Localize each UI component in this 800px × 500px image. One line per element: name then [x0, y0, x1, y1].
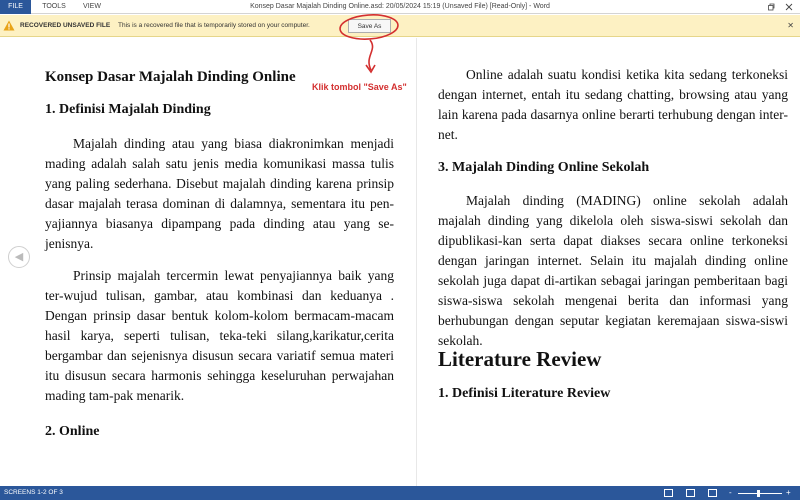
paragraph: Majalah dinding (MADING) online sekolah adalah majalah dinding yang dikelola oleh siswa-siswi sekolah dan dipublikasi-kan serta dapat diakses secara online terkoneksi dengan jaringan internet. Selain itu majalah dinding online sekolah juga dapat di-artikan sebagai jaringan pemberitaan bagi siswa-siswa sekolah mengenai berita dan informasi yang berhubungan dengan seputar kegiatan keremajaan siswa-siswi sekolah.: [438, 193, 788, 348]
heading-definisi-majalah: 1. Definisi Majalah Dinding: [45, 102, 211, 117]
page-left: [30, 38, 414, 486]
close-icon[interactable]: [782, 0, 796, 14]
tab-tools[interactable]: TOOLS: [42, 3, 66, 10]
heading-literature-review: Literature Review: [438, 347, 602, 371]
warning-icon: [3, 20, 15, 31]
web-layout-icon[interactable]: [708, 489, 717, 497]
paragraph: Prinsip majalah tercermin lewat penyajiannya baik yang ter-wujud tulisan, gambar, atau kombinasi dan keduanya . Dengan prinsip dasar bentuk kolom-kolom bermacam-macam hasil karya, seperti tulisan, teka-teki silang,karikatur,cerita bergambar dan sejenisnya disusun secara variatif semua materi itu disusun secara harmonis sehingga keseluruhan perwajahan mading tam-pak menarik.: [45, 268, 394, 403]
zoom-slider[interactable]: [738, 493, 782, 494]
page-divider: [416, 38, 417, 486]
print-layout-icon[interactable]: [686, 489, 695, 497]
annotation-text: Klik tombol "Save As": [312, 82, 407, 92]
message-text: This is a recovered file that is temporarily stored on your computer.: [118, 22, 310, 29]
paragraph: Online adalah suatu kondisi ketika kita sedang terkoneksi dengan internet, entah itu sedang chatting, browsing atau yang lain karena pada dasarnya online berarti terhubung dengan inter-net.: [438, 67, 788, 142]
tab-view[interactable]: VIEW: [83, 3, 101, 10]
zoom-in-button[interactable]: +: [786, 488, 791, 497]
message-close-icon[interactable]: ✕: [787, 21, 794, 30]
paragraph: Majalah dinding atau yang biasa diakronimkan menjadi mading adalah salah satu jenis media komunikasi massa tulis yang paling sederhana. Disebut majalah dinding karena prinsip dasar majalah terasa dominan di dalamnya, sementara itu pen-yajiannya biasanya dipampang pada dinding atau yang se-jenisnya.: [45, 136, 394, 251]
page-right: [418, 38, 800, 486]
heading-online: 2. Online: [45, 424, 100, 439]
status-bar: [0, 486, 800, 500]
message-title: RECOVERED UNSAVED FILE: [20, 22, 111, 29]
restore-icon[interactable]: [764, 0, 778, 14]
screen-count: SCREENS 1-2 OF 3: [4, 489, 63, 496]
heading-mading-online-sekolah: 3. Majalah Dinding Online Sekolah: [438, 160, 650, 175]
zoom-out-button[interactable]: -: [729, 488, 732, 497]
document-title: Konsep Dasar Majalah Dinding Online: [45, 69, 296, 85]
previous-screen-icon[interactable]: ◀: [8, 246, 30, 268]
zoom-slider-thumb[interactable]: [757, 490, 760, 497]
tab-file[interactable]: FILE: [0, 0, 31, 14]
save-as-button[interactable]: Save As: [348, 19, 391, 33]
read-mode-icon[interactable]: [664, 489, 673, 497]
heading-definisi-literature-review: 1. Definisi Literature Review: [438, 386, 611, 401]
window-title: Konsep Dasar Majalah Dinding Online.asd: 20/05/2024 15:19 (Unsaved File) [Read-Only] - Word: [250, 3, 550, 10]
